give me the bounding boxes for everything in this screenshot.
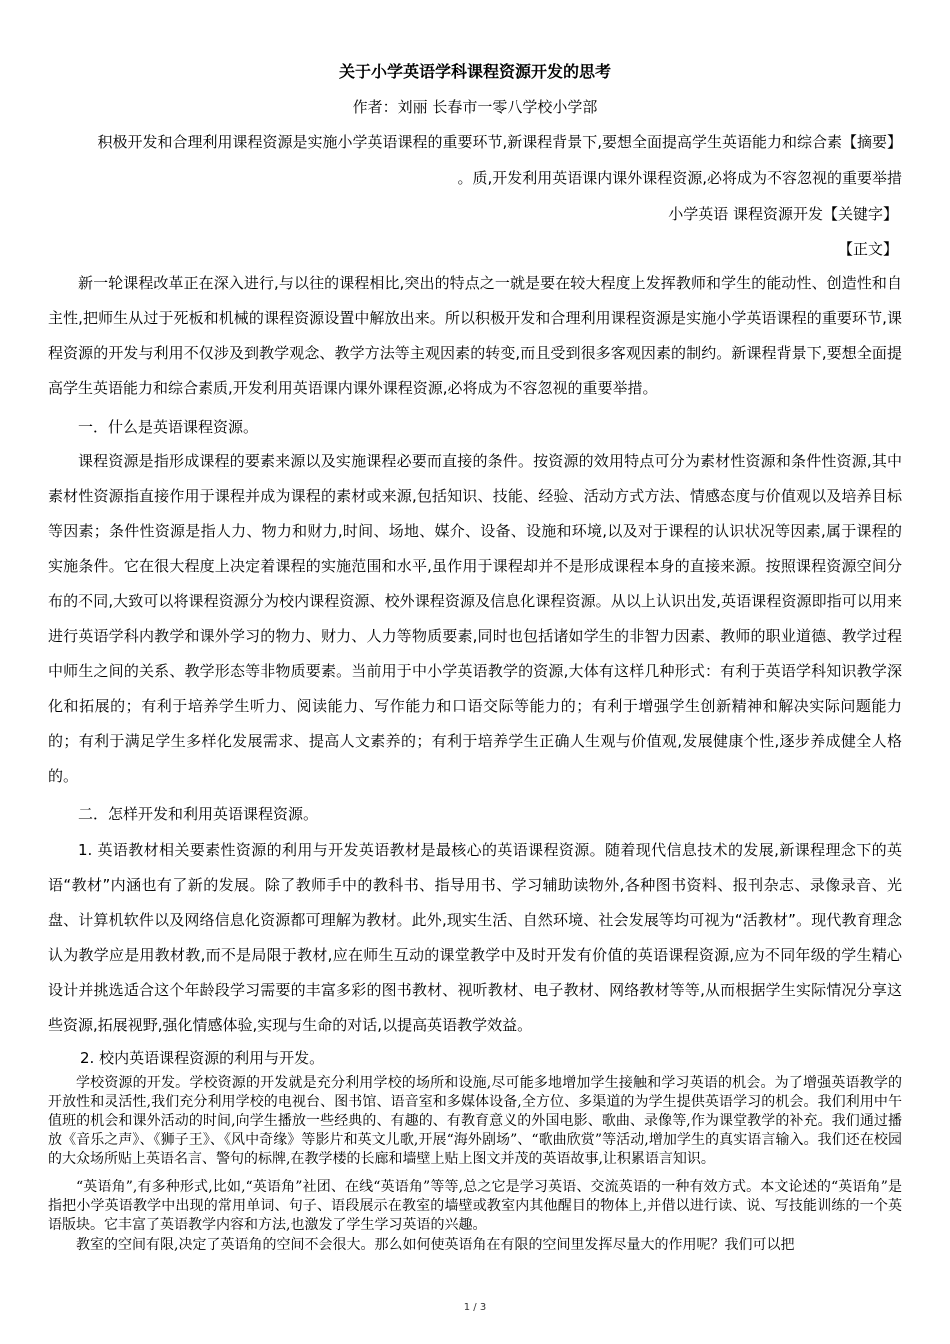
page-number: 1 / 3 [463,1302,487,1313]
section-heading-1: 一．什么是英语课程资源。 [78,418,259,436]
abstract-line-1: 积极开发和合理利用课程资源是实施小学英语课程的重要环节,新课程背景下,要想全面提高学生英语能力和综合素【摘要】 [97,133,902,151]
textbook-paragraph: 1. 英语教材相关要素性资源的利用与开发英语教材是最核心的英语课程资源。随着现代信息技术的发展,新课程理念下的英语“教材”内涵也有了新的发展。除了教师手中的教科书、指导用书、学习辅助读物外,各种图书资料、报刊杂志、录像录音、光盘、计算机软件以及网络信息化资源都可理解为教材。此外,现实生活、自然环境、社会发展等均可视为“活教材”。现代教育理念认为教学应是用教材教,而不是局限于教材,应在师生互动的课堂教学中及时开发有价值的英语课程资源,应为不同年级的学生精心设计并挑选适合这个年龄段学习需要的丰富多彩的图书教材、视听教材、电子教材、网络教材等等,从而根据学生实际情况分享这些资源,拓展视野,强化情感体验,实现与生命的对话,以提高英语教学效益。 [48,841,902,1034]
english-corner-paragraph: “英语角”,有多种形式,比如,“英语角”社团、在线“英语角”等等,总之它是学习英语、交流英语的一种有效方式。本文论述的“英语角”是指把小学英语教学中出现的常用单词、句子、语段展示在教室的墙壁或教室内其他醒目的物体上,并借以进行读、说、写技能训练的一个英语版块。它丰富了英语教学内容和方法,也激发了学生学习英语的兴趣。 [48,1179,902,1233]
document-title: 关于小学英语学科课程资源开发的思考 [338,62,611,81]
author-line: 作者：刘丽 长春市一零八学校小学部 [352,98,598,116]
section-heading-3: 2. 校内英语课程资源的利用与开发。 [80,1049,325,1067]
keywords-line: 小学英语 课程资源开发【关键字】 [668,205,898,223]
school-resource-paragraph: 学校资源的开发。学校资源的开发就是充分利用学校的场所和设施,尽可能多地增加学生接触和学习英语的机会。为了增强英语教学的开放性和灵活性,我们充分利用学校的电视台、图书馆、语音室和多媒体设备,全方位、多渠道的为学生提供英语学习的机会。我们利用中午值班的机会和课外活动的时间,向学生播放一些经典的、有趣的、有教育意义的外国电影、歌曲、录像等,作为课堂教学的补充。我们通过播放《音乐之声》、《狮子王》、《风中奇缘》等影片和英文儿歌,开展“海外剧场”、“歌曲欣赏”等活动,增加学生的真实语言输入。我们还在校园的大众场所贴上英语名言、警句的标牌,在教学楼的长廊和墙壁上贴上图文并茂的英语故事,让积累语言知识。 [48,1075,902,1167]
section-heading-2: 二．怎样开发和利用英语课程资源。 [78,805,319,823]
classroom-space-paragraph: 教室的空间有限,决定了英语角的空间不会很大。那么如何使英语角在有限的空间里发挥尽量大的作用呢？我们可以把 [76,1237,795,1253]
body-label: 【正文】 [837,240,898,258]
intro-paragraph: 新一轮课程改革正在深入进行,与以往的课程相比,突出的特点之一就是要在较大程度上发挥教师和学生的能动性、创造性和自主性,把师生从过于死板和机械的课程资源设置中解放出来。所以积极开发和合理利用课程资源是实施小学英语课程的重要环节,课程资源的开发与利用不仅涉及到教学观念、教学方法等主观因素的转变,而且受到很多客观因素的制约。新课程背景下,要想全面提高学生英语能力和综合素质,开发利用英语课内课外课程资源,必将成为不容忽视的重要举措。 [48,274,902,397]
abstract-line-2: 。质,开发利用英语课内课外课程资源,必将成为不容忽视的重要举措 [457,169,902,187]
definition-paragraph: 课程资源是指形成课程的要素来源以及实施课程必要而直接的条件。按资源的效用特点可分为素材性资源和条件性资源,其中素材性资源指直接作用于课程并成为课程的素材或来源,包括知识、技能、经验、活动方式方法、情感态度与价值观以及培养目标等因素；条件性资源是指人力、物力和财力,时间、场地、媒介、设备、设施和环境,以及对于课程的认识状况等因素,属于课程的实施条件。它在很大程度上决定着课程的实施范围和水平,虽作用于课程却并不是形成课程本身的直接来源。按照课程资源空间分布的不同,大致可以将课程资源分为校内课程资源、校外课程资源及信息化课程资源。从以上认识出发,英语课程资源即指可以用来进行英语学科内教学和课外学习的物力、财力、人力等物质要素,同时也包括诸如学生的非智力因素、教师的职业道德、教学过程中师生之间的关系、教学形态等非物质要素。当前用于中小学英语教学的资源,大体有这样几种形式：有利于英语学科知识教学深化和拓展的；有利于培养学生听力、阅读能力、写作能力和口语交际等能力的；有利于增强学生创新精神和解决实际问题能力的；有利于满足学生多样化发展需求、提高人文素养的；有利于培养学生正确人生观与价值观,发展健康个性,逐步养成健全人格的。 [48,452,902,785]
